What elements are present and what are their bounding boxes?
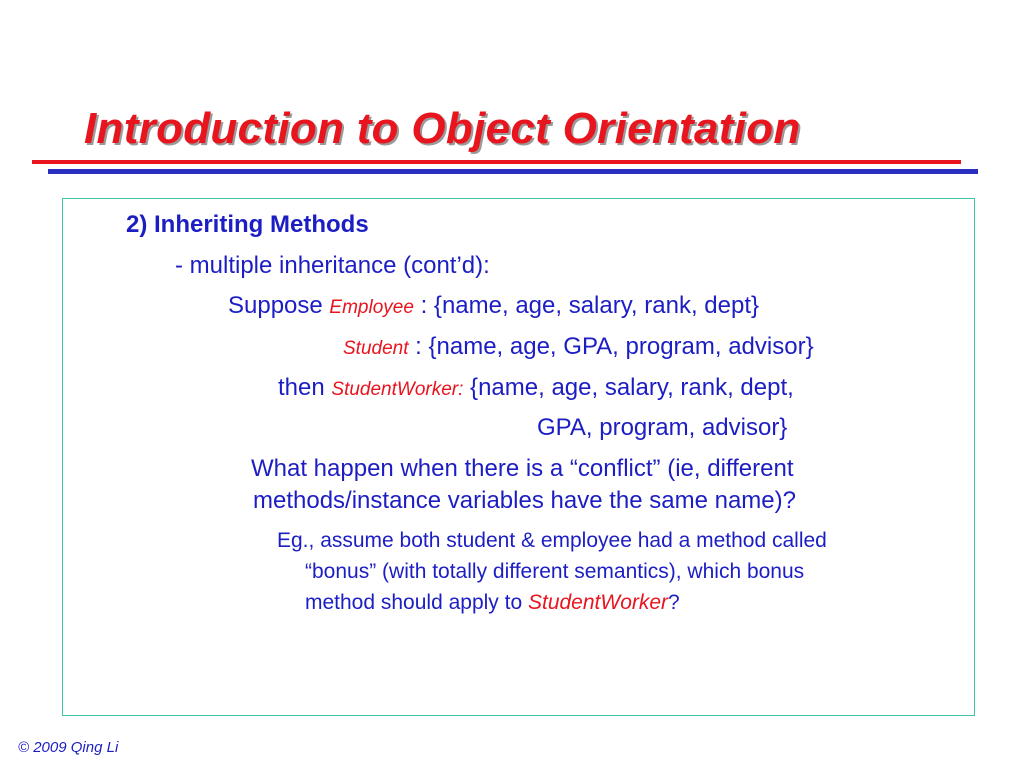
example-studentworker-class-name: StudentWorker [527,591,669,614]
section-heading: 2) Inheriting Methods [126,211,369,238]
suppose-line [228,292,759,320]
suppose-prefix: Suppose [228,292,330,319]
subheading: - multiple inheritance (cont’d): [175,252,490,279]
question-line1: What happen when there is a “conflict” (ie, different [251,455,794,482]
title-underline-blue [48,169,978,174]
title-underline-red [32,160,961,164]
student-attrs: : {name, age, GPA, program, advisor} [408,333,814,360]
example-line3-suffix: ? [668,591,680,614]
example-line3 [305,591,680,615]
studentworker-class-name: StudentWorker: [331,379,464,400]
studentworker-attrs-line2: GPA, program, advisor} [537,414,788,441]
example-line1: Eg., assume both student & employee had a method called [277,529,827,552]
footer-copyright: © 2009 Qing Li [18,739,119,756]
example-line3-prefix: method should apply to [305,591,528,614]
example-line2: “bonus” (with totally different semantics), which bonus [305,560,805,583]
employee-class-name: Employee [329,297,414,318]
then-prefix: then [278,374,332,401]
studentworker-attrs-line1: {name, age, salary, rank, dept, [463,374,794,401]
then-line [278,374,794,402]
slide-title: Introduction to Object Orientation [84,104,801,153]
student-class-name: Student [343,338,409,359]
question-line2: methods/instance variables have the same name)? [253,487,796,514]
employee-attrs: : {name, age, salary, rank, dept} [413,292,760,319]
student-line [343,333,814,361]
